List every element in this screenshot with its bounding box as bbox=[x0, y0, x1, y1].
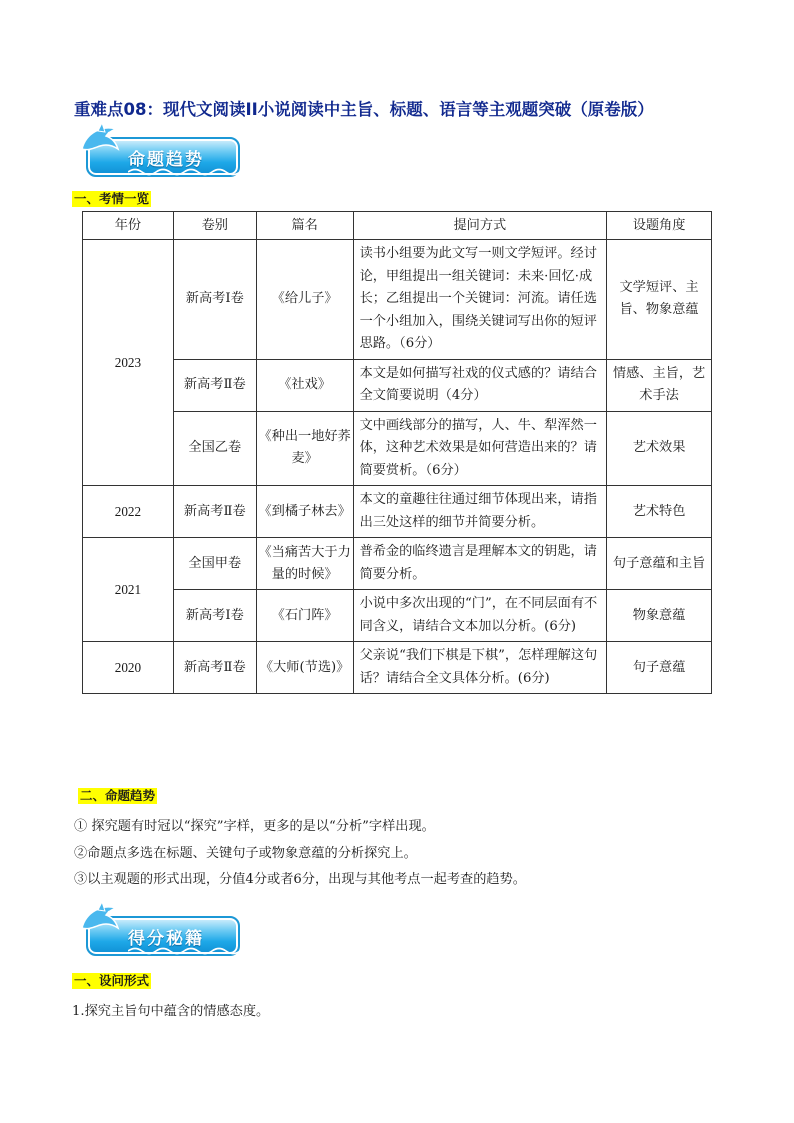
angle-cell: 句子意蕴 bbox=[607, 642, 712, 694]
table-row bbox=[83, 240, 712, 360]
paper-cell: 全国甲卷 bbox=[173, 538, 256, 590]
header-paper: 卷别 bbox=[173, 212, 256, 240]
table-row bbox=[83, 590, 712, 642]
name-cell: 《到橘子林去》 bbox=[256, 486, 353, 538]
paper-cell: 新高考Ⅱ卷 bbox=[173, 359, 256, 411]
question-cell: 读书小组要为此文写一则文学短评。经讨论，甲组提出一组关键词：未来·回忆·成长；乙组提出一个关键词：河流。请任选一个小组加入，围绕关键词写出你的短评思路。（6分） bbox=[353, 240, 607, 360]
dolphin-icon bbox=[78, 119, 122, 163]
exam-table bbox=[82, 211, 712, 694]
paper-cell: 新高考Ⅱ卷 bbox=[173, 486, 256, 538]
year-cell: 2023 bbox=[83, 240, 174, 486]
question-cell: 普希金的临终遗言是理解本文的钥匙，请简要分析。 bbox=[353, 538, 607, 590]
paper-cell: 新高考Ⅱ卷 bbox=[173, 642, 256, 694]
banner-title: 得分秘籍 bbox=[128, 929, 204, 949]
header-title: 篇名 bbox=[256, 212, 353, 240]
section-heading-trend: 二、命题趋势 bbox=[80, 788, 156, 803]
table-row bbox=[83, 486, 712, 538]
page-title: 重难点08：现代文阅读II小说阅读中主旨、标题、语言等主观题突破（原卷版） bbox=[74, 100, 654, 119]
angle-cell: 情感、主旨，艺术手法 bbox=[607, 359, 712, 411]
header-year: 年份 bbox=[83, 212, 174, 240]
paper-cell: 全国乙卷 bbox=[173, 411, 256, 486]
angle-cell: 文学短评、主旨、物象意蕴 bbox=[607, 240, 712, 360]
trend-banner bbox=[78, 133, 240, 177]
table-row bbox=[83, 642, 712, 694]
table-row bbox=[83, 359, 712, 411]
paper-cell: 新高考Ⅰ卷 bbox=[173, 590, 256, 642]
table-header-row bbox=[83, 212, 712, 240]
header-question: 提问方式 bbox=[353, 212, 607, 240]
question-cell: 父亲说“我们下棋是下棋”，怎样理解这句话？请结合全文具体分析。(6分) bbox=[353, 642, 607, 694]
angle-cell: 句子意蕴和主旨 bbox=[607, 538, 712, 590]
table-row bbox=[83, 538, 712, 590]
name-cell: 《社戏》 bbox=[256, 359, 353, 411]
header-angle: 设题角度 bbox=[607, 212, 712, 240]
name-cell: 《大师(节选)》 bbox=[256, 642, 353, 694]
trend-point-3: ③以主观题的形式出现，分值4分或者6分，出现与其他考点一起考查的趋势。 bbox=[74, 872, 526, 887]
name-cell: 《给儿子》 bbox=[256, 240, 353, 360]
name-cell: 《种出一地好荞麦》 bbox=[256, 411, 353, 486]
year-cell: 2021 bbox=[83, 538, 174, 642]
angle-cell: 物象意蕴 bbox=[607, 590, 712, 642]
paper-cell: 新高考Ⅰ卷 bbox=[173, 240, 256, 360]
question-cell: 本文是如何描写社戏的仪式感的？请结合全文简要说明（4分） bbox=[353, 359, 607, 411]
angle-cell: 艺术特色 bbox=[607, 486, 712, 538]
question-cell: 小说中多次出现的“门”，在不同层面有不同含义，请结合文本加以分析。(6分) bbox=[353, 590, 607, 642]
question-form-item-1: 1.探究主旨句中蕴含的情感态度。 bbox=[72, 1004, 270, 1019]
table-row bbox=[83, 411, 712, 486]
section-heading-overview: 一、考情一览 bbox=[74, 191, 150, 206]
section-heading-question-form: 一、设问形式 bbox=[74, 973, 150, 988]
year-cell: 2022 bbox=[83, 486, 174, 538]
question-cell: 文中画线部分的描写，人、牛、犁浑然一体，这种艺术效果是如何营造出来的？请简要赏析。（6分） bbox=[353, 411, 607, 486]
name-cell: 《石门阵》 bbox=[256, 590, 353, 642]
angle-cell: 艺术效果 bbox=[607, 411, 712, 486]
question-cell: 本文的童趣往往通过细节体现出来，请指出三处这样的细节并简要分析。 bbox=[353, 486, 607, 538]
trend-point-2: ②命题点多选在标题、关键句子或物象意蕴的分析探究上。 bbox=[74, 846, 417, 861]
secret-banner bbox=[78, 912, 240, 956]
year-cell: 2020 bbox=[83, 642, 174, 694]
dolphin-icon bbox=[78, 898, 122, 942]
name-cell: 《当痛苦大于力量的时候》 bbox=[256, 538, 353, 590]
trend-point-1: ① 探究题有时冠以“探究”字样，更多的是以“分析”字样出现。 bbox=[74, 819, 435, 834]
banner-title: 命题趋势 bbox=[128, 150, 204, 170]
